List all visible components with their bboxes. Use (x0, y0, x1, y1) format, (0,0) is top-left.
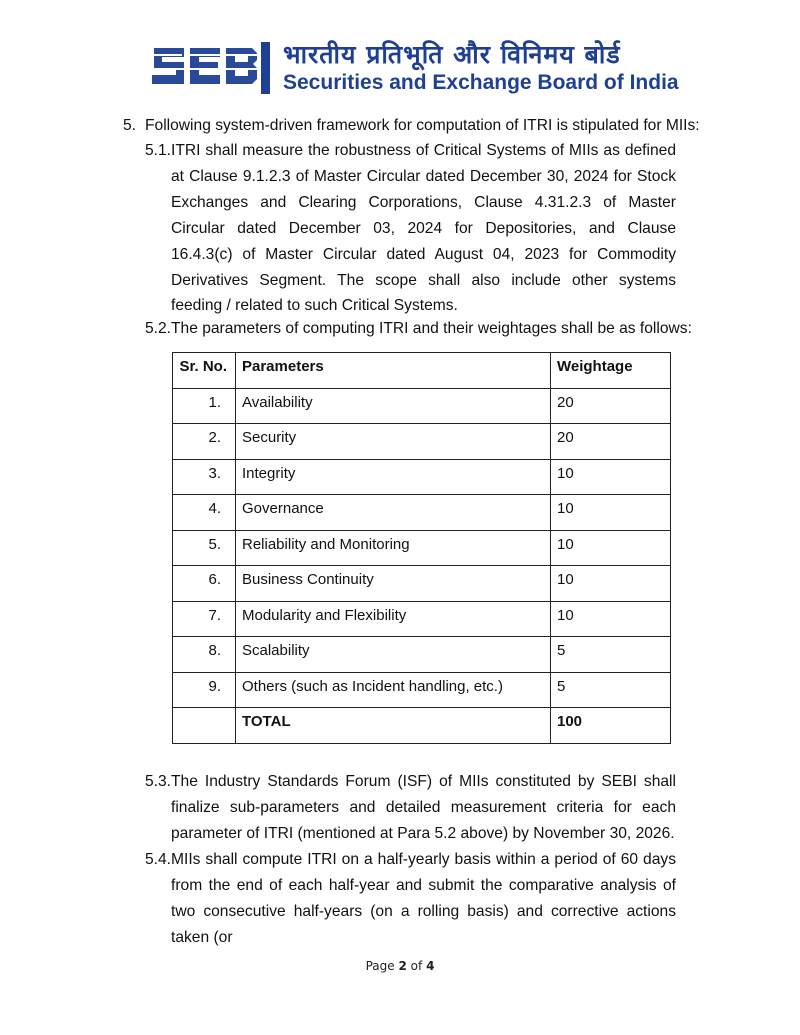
cell-sr-no: 3. (173, 459, 236, 495)
table-row (173, 424, 671, 460)
sebi-header (150, 38, 679, 100)
cell-parameter: Modularity and Flexibility (236, 601, 551, 637)
cell-sr-no: 4. (173, 495, 236, 531)
cell-parameter: Others (such as Incident handling, etc.) (236, 672, 551, 708)
table-row (173, 495, 671, 531)
table-row (173, 566, 671, 602)
table-row (173, 388, 671, 424)
cell-parameter: Business Continuity (236, 566, 551, 602)
cell-weightage: 20 (551, 424, 671, 460)
cell-parameter: Scalability (236, 637, 551, 673)
item-5-3-number: 5.3. (145, 773, 172, 790)
table-row (173, 637, 671, 673)
page-number: 2 (398, 959, 407, 973)
page-label: Page (365, 959, 395, 973)
col-header-sr-no: Sr. No. (173, 353, 236, 389)
cell-sr-no: 7. (173, 601, 236, 637)
cell-weightage: 5 (551, 637, 671, 673)
itri-parameters-table (172, 352, 671, 744)
cell-weightage: 10 (551, 495, 671, 531)
cell-parameter: Availability (236, 388, 551, 424)
cell-weightage: 10 (551, 566, 671, 602)
cell-sr-no: 5. (173, 530, 236, 566)
cell-total-label: TOTAL (236, 708, 551, 744)
item-5-number: 5. (123, 117, 137, 134)
item-5-text: Following system-driven framework for computation of ITRI is stipulated for MIIs: (145, 117, 700, 134)
table-row (173, 530, 671, 566)
cell-parameter: Security (236, 424, 551, 460)
table-row (173, 672, 671, 708)
cell-weightage: 5 (551, 672, 671, 708)
item-5-1-text: ITRI shall measure the robustness of Critical Systems of MIIs as defined at Clause 9.1.2.3 of Master Circular dated December 30, 2024 for Stock Exchanges and Clearing Corporations, Clause 4.31.2.3 of Master Circular dated December 03, 2024 for Depositories, and Clause 16.4.3(c) of Master Circular dated August 04, 2023 for Commodity Derivatives Segment. The scope shall also include other systems feeding / related to such Critical Systems. (171, 142, 676, 315)
cell-weightage: 10 (551, 530, 671, 566)
table-row (173, 601, 671, 637)
table-row (173, 459, 671, 495)
sebi-name-block (283, 40, 679, 96)
page-footer (0, 959, 800, 973)
cell-parameter: Governance (236, 495, 551, 531)
sebi-logo-icon (150, 38, 272, 96)
cell-sr-no: 6. (173, 566, 236, 602)
of-label: of (410, 959, 423, 973)
cell-parameter: Reliability and Monitoring (236, 530, 551, 566)
cell-total-sr-no (173, 708, 236, 744)
col-header-parameters: Parameters (236, 353, 551, 389)
table-total-row (173, 708, 671, 744)
item-5-2-text: The parameters of computing ITRI and their weightages shall be as follows: (171, 320, 692, 337)
cell-weightage: 10 (551, 601, 671, 637)
cell-total-weightage: 100 (551, 708, 671, 744)
col-header-weightage: Weightage (551, 353, 671, 389)
sebi-hindi-name: भारतीय प्रतिभूति और विनिमय बोर्ड (283, 40, 621, 69)
cell-sr-no: 2. (173, 424, 236, 460)
cell-sr-no: 9. (173, 672, 236, 708)
cell-parameter: Integrity (236, 459, 551, 495)
item-5-4-text: MIIs shall compute ITRI on a half-yearly basis within a period of 60 days from the end of each half-year and submit the comparative analysis of two consecutive half-years (on a rolling basis) and corrective actions taken (or (171, 851, 676, 946)
item-5-3-text: The Industry Standards Forum (ISF) of MIIs constituted by SEBI shall finalize sub-parameters and detailed measurement criteria for each parameter of ITRI (mentioned at Para 5.2 above) by November 30, 2026. (171, 773, 676, 842)
cell-weightage: 10 (551, 459, 671, 495)
item-5-1-number: 5.1. (145, 142, 172, 159)
item-5-2-number: 5.2. (145, 320, 172, 337)
cell-sr-no: 1. (173, 388, 236, 424)
page-total: 4 (426, 959, 435, 973)
sebi-english-name: Securities and Exchange Board of India (283, 71, 679, 94)
item-5-4-number: 5.4. (145, 851, 172, 868)
table-header-row (173, 353, 671, 389)
cell-sr-no: 8. (173, 637, 236, 673)
cell-weightage: 20 (551, 388, 671, 424)
